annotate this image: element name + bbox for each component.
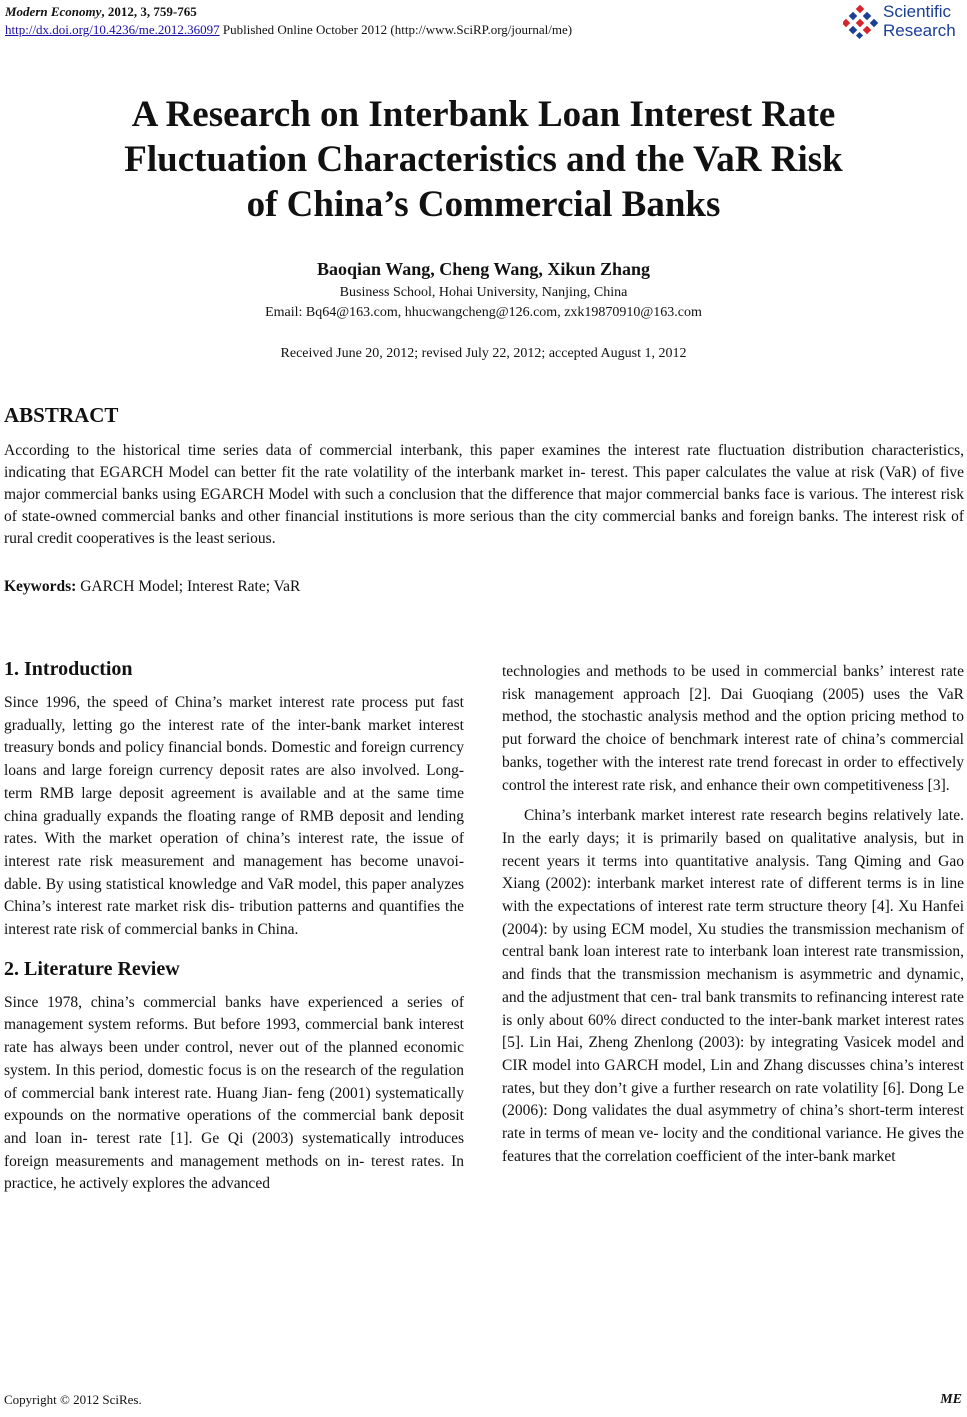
literature-review-paragraph: Since 1978, china’s commercial banks have experienced a series of management system reforms. But before 1993, commercial bank interest rate has always been under control, never out of the planned economic system. In this period, domestic focus is on the research of the regulation of commercial bank interest rate. Huang Jian- feng (2001) systematically expounds on the normative operations of the commercial bank deposit and loan in- terest rate [1]. Ge Qi (2003) systematically introduces foreign measurements and management methods on in- terest rates. In practice, he actively explores the advanced <box>4 993 464 1193</box>
literature-review-paragraph-continued: technologies and methods to be used in commercial banks’ interest rate risk management approach [2]. Dai Guoqiang (2005) uses the VaR method, the stochastic analysis method and the option pricing method to put forward the choice of benchmark interest rate of china’s commercial banks, together with the interest rate trend forecast in order to effectively control the interest rate risk, and enhance their own competitiveness [3]. <box>502 663 964 794</box>
journal-abbreviation: ME <box>940 1392 962 1407</box>
copyright-notice: Copyright © 2012 SciRes. <box>4 1392 142 1407</box>
title-line: Fluctuation Characteristics and the VaR Risk <box>124 139 843 180</box>
keywords-line <box>4 577 300 597</box>
logo-wordmark: Scientific Research <box>883 2 956 40</box>
doi-line <box>5 21 572 38</box>
introduction-paragraph: Since 1996, the speed of China’s market interest rate process put fast gradually, letting go the interest rate of the inter-bank market interest treasury bonds and policy financial bonds. Domestic and foreign currency loans and large foreign currency deposit rates are also involved. Long-term RMB large deposit agreement is available and at the same time china gradually expands the floating range of RMB deposit and lending rates. With the market operation of china’s interest rate, the issue of interest rate risk measurement and management has become unavoi- dable. By using statistical knowledge and VaR model, this paper analyzes China’s interest rate market risk dis- tribution patterns and quantifies the interest rate risk of commercial banks in China. <box>4 694 464 939</box>
journal-volume-pages: , 2012, 3, 759-765 <box>101 4 197 19</box>
scientific-research-logo <box>843 2 963 44</box>
keywords-text: GARCH Model; Interest Rate; VaR <box>76 578 301 595</box>
left-column <box>4 656 464 1196</box>
journal-name: Modern Economy <box>5 4 102 19</box>
section-heading-literature-review: 2. Literature Review <box>4 957 180 980</box>
title-line: of China’s Commercial Banks <box>246 184 721 225</box>
author-emails: Email: Bq64@163.com, hhucwangcheng@126.com, zxk19870910@163.com <box>265 305 702 320</box>
received-dates: Received June 20, 2012; revised July 22, 2012; accepted August 1, 2012 <box>280 346 687 361</box>
journal-citation <box>5 3 197 20</box>
paper-title <box>0 92 967 227</box>
keywords-label: Keywords: <box>4 578 77 595</box>
title-line: A Research on Interbank Loan Interest Rate <box>131 94 836 135</box>
abstract-text: According to the historical time series data of commercial interbank, this paper examines the interest rate fluctuation distribution characteristics, indicating that EGARCH Model can better fit the rate volatility of the interbank market in- terest. This paper calculates the value at risk (VaR) of five major commercial banks using EGARCH Model with such a conclusion that the difference that major commercial banks face is various. The interest risk of state-owned commercial banks and other financial institutions is more serious than the city commercial banks and foreign banks. The interest risk of rural credit cooperatives is the least serious. <box>4 442 964 547</box>
scirp-logo-icon <box>843 4 879 40</box>
abstract-heading: ABSTRACT <box>4 403 119 427</box>
doi-link[interactable]: http://dx.doi.org/10.4236/me.2012.36097 <box>5 22 220 37</box>
literature-review-paragraph: China’s interbank market interest rate research begins relatively late. In the early days; it is primarily based on qualitative analysis, but in recent years it terms into quantitative analysis. Tang Qiming and Gao Xiang (2002): interbank market interest rate of different terms is in line with the expectations of interest rate term structure theory [4]. Xu Hanfei (2004): by using ECM model, Xu studies the transmission mechanism of central bank loan interest rate to interbank loan interest rate transmission, and finds that the transmission mechanism is asymmetric and dynamic, and the adjustment that cen- tral bank transmits to refinancing interest rate is only about 60% direct conducted to the inter-bank market interest rates [5]. Lin Hai, Zheng Zhenlong (2003): by integrating Vasicek model and CIR model into GARCH model, Lin and Zhang discusses china’s interest rates, but they don’t give a further research on rate volatility [6]. Dong Le (2006): Dong validates the dual asymmetry of china’s short-term interest rate in terms of mean ve- locity and the conditional variance. He gives the features that the correlation coefficient of the inter-bank market <box>502 807 964 1165</box>
author-list: Baoqian Wang, Cheng Wang, Xikun Zhang <box>317 259 650 279</box>
published-online: Published Online October 2012 (http://www.SciRP.org/journal/me) <box>219 22 573 37</box>
section-heading-introduction: 1. Introduction <box>4 658 133 680</box>
right-column <box>502 661 964 1168</box>
affiliation: Business School, Hohai University, Nanjing, China <box>339 285 628 300</box>
